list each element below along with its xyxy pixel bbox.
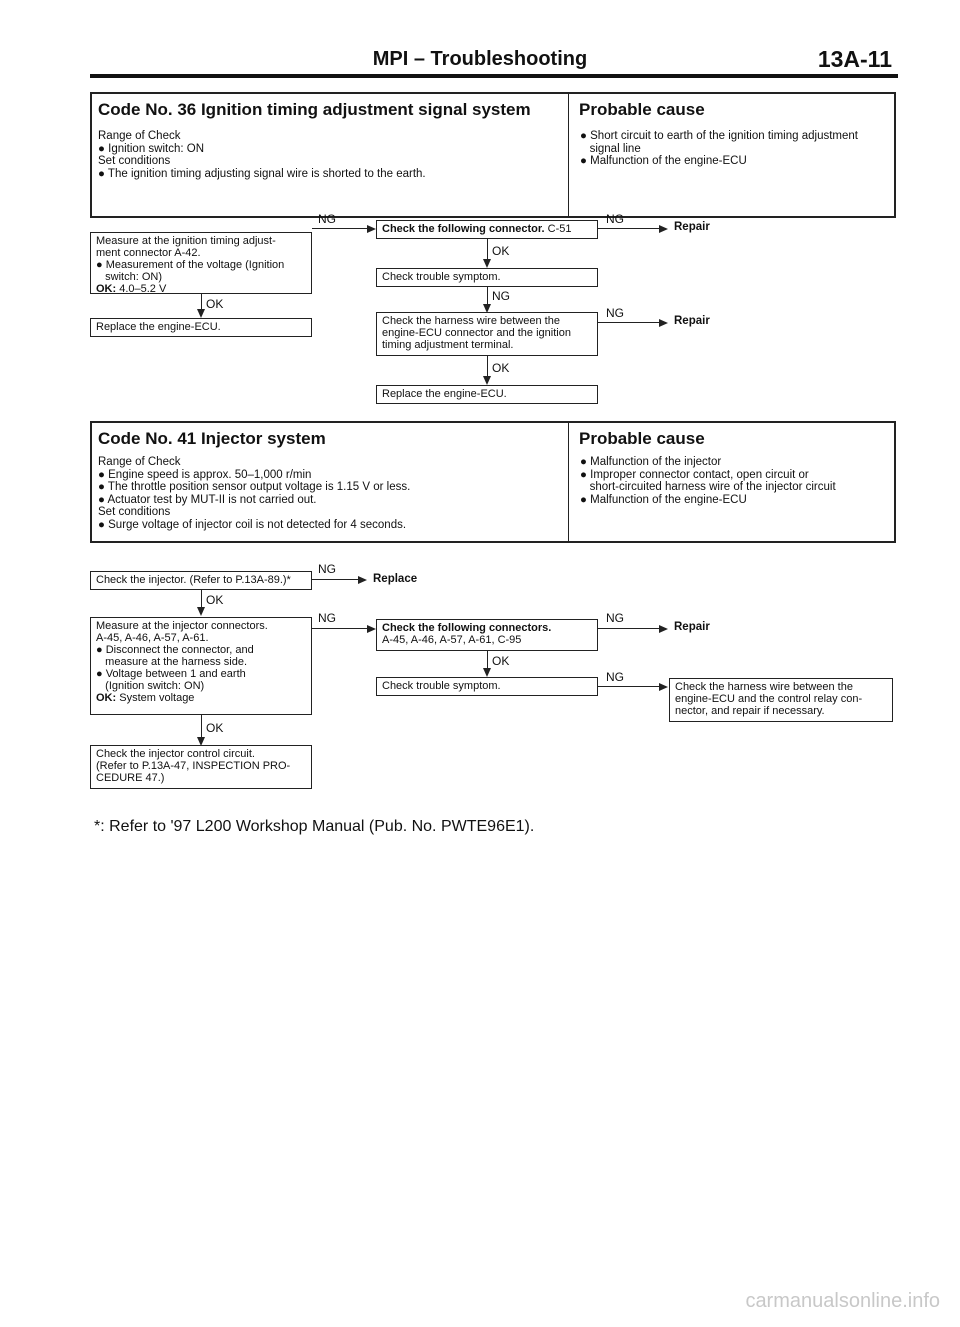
code36-cause-title: Probable cause <box>579 100 705 119</box>
connector-line <box>598 686 666 687</box>
ok-key: OK: <box>96 283 117 295</box>
arrow-right-icon <box>659 225 668 233</box>
code41-causes <box>580 456 836 506</box>
repair-label: Repair <box>674 315 710 327</box>
connector-line <box>312 579 364 580</box>
ok-label: OK <box>492 654 510 668</box>
code41-cause-title: Probable cause <box>579 429 705 448</box>
code36-range <box>98 130 426 180</box>
page-number: 13A-11 <box>817 46 892 72</box>
box-line: A-45, A-46, A-57, A-61, C-95 <box>382 634 522 646</box>
box-line: nector, and repair if necessary. <box>675 705 825 717</box>
box-line: ● Measurement of the voltage (Ignition <box>96 259 285 271</box>
code41-divider <box>568 423 569 541</box>
arrow-right-icon <box>659 319 668 327</box>
arrow-down-icon <box>483 259 491 268</box>
box-line: Check the following connectors. <box>382 622 552 634</box>
repair-label: Repair <box>674 621 710 633</box>
ok-label: OK <box>206 297 224 311</box>
box-line: engine-ECU connector and the ignition <box>382 327 571 339</box>
ok-label: OK <box>492 244 510 258</box>
ng-label: NG <box>606 212 624 226</box>
cause-line: ● Improper connector contact, open circuit or <box>580 468 809 481</box>
connector-code: C-51 <box>544 223 572 235</box>
ok-key: OK: <box>96 692 117 704</box>
check-injector-box: Check the injector. (Refer to P.13A-89.)* <box>90 571 312 590</box>
code36-title: Code No. 36 Ignition timing adjustment signal system <box>98 100 531 119</box>
box-line: (Ignition switch: ON) <box>96 680 205 692</box>
arrow-right-icon <box>367 225 376 233</box>
box-line: switch: ON) <box>96 271 163 283</box>
connector-line <box>598 628 666 629</box>
code36-causes <box>580 130 858 168</box>
replace-label: Replace <box>373 573 418 585</box>
cause-line: ● Short circuit to earth of the ignition timing adjustment <box>580 130 858 142</box>
box-line: ment connector A-42. <box>96 247 201 259</box>
ok-value: System voltage <box>116 692 195 704</box>
range-line: Range of Check <box>98 456 181 468</box>
range-line: ● The ignition timing adjusting signal wire is shorted to the earth. <box>98 167 426 180</box>
code41-range <box>98 456 410 531</box>
range-line: Range of Check <box>98 130 181 142</box>
box-line <box>96 692 306 704</box>
box-line: Measure at the injector connectors. <box>96 620 268 632</box>
page-title: MPI – Troubleshooting <box>372 48 588 70</box>
box-line: Check the injector control circuit. <box>96 748 255 760</box>
ng-label: NG <box>318 611 336 625</box>
ng-label: NG <box>606 611 624 625</box>
box-line: engine-ECU and the control relay con- <box>675 693 863 705</box>
repair-label: Repair <box>674 221 710 233</box>
arrow-down-icon <box>197 309 205 318</box>
check-trouble-box: Check trouble symptom. <box>376 268 598 287</box>
cause-line: ● Malfunction of the engine-ECU <box>580 155 747 167</box>
arrow-right-icon <box>659 625 668 633</box>
range-line: ● The throttle position sensor output voltage is 1.15 V or less. <box>98 481 411 493</box>
range-line: ● Actuator test by MUT-II is not carried out. <box>98 493 317 506</box>
box-line: measure at the harness side. <box>96 656 248 668</box>
ok-value: 4.0–5.2 V <box>116 283 167 295</box>
measure-injector-box <box>90 617 312 715</box>
measure-ignition-box <box>90 232 312 294</box>
header-rule <box>90 74 898 78</box>
connector-bold: Check the following connector. <box>382 223 545 235</box>
code41-panel <box>90 421 896 543</box>
code36-divider <box>568 94 569 216</box>
box-line: A-45, A-46, A-57, A-61. <box>96 632 209 644</box>
arrow-down-icon <box>483 668 491 677</box>
check-circuit-box <box>90 745 312 789</box>
box-line: (Refer to P.13A-47, INSPECTION PRO- <box>96 760 291 772</box>
check-harness-box <box>376 312 598 356</box>
box-line: ● Voltage between 1 and earth <box>96 668 246 680</box>
box-line: ● Disconnect the connector, and <box>96 644 254 656</box>
ng-label: NG <box>606 306 624 320</box>
cause-line: short-circuited harness wire of the injector circuit <box>580 481 836 493</box>
code41-title: Code No. 41 Injector system <box>98 429 326 448</box>
connector-line <box>312 628 374 629</box>
check-harness-box <box>669 678 893 722</box>
check-connector-box <box>376 220 598 239</box>
box-line: Measure at the ignition timing adjust- <box>96 235 276 247</box>
ng-label: NG <box>318 562 336 576</box>
connector-line <box>312 228 374 229</box>
box-line: CEDURE 47.) <box>96 772 165 784</box>
ok-label: OK <box>206 721 224 735</box>
check-connectors-box <box>376 619 598 651</box>
connector-line <box>598 322 666 323</box>
box-line: timing adjustment terminal. <box>382 339 514 351</box>
check-trouble-box: Check trouble symptom. <box>376 677 598 696</box>
arrow-right-icon <box>367 625 376 633</box>
ng-label: NG <box>318 212 336 226</box>
watermark: carmanualsonline.info <box>745 1290 940 1312</box>
range-line: Set conditions <box>98 155 171 167</box>
box-line: Check the harness wire between the <box>382 315 560 327</box>
cause-line: signal line <box>580 142 641 155</box>
range-line: ● Ignition switch: ON <box>98 142 205 155</box>
replace-ecu-left-box: Replace the engine-ECU. <box>90 318 312 337</box>
range-line: ● Surge voltage of injector coil is not detected for 4 seconds. <box>98 518 407 531</box>
ng-label: NG <box>606 670 624 684</box>
connector-line <box>598 228 666 229</box>
footnote: *: Refer to '97 L200 Workshop Manual (Pub. No. PWTE96E1). <box>94 818 535 835</box>
range-line: Set conditions <box>98 506 171 518</box>
arrow-down-icon <box>197 607 205 616</box>
cause-line: ● Malfunction of the engine-ECU <box>580 493 747 506</box>
replace-ecu-right-box: Replace the engine-ECU. <box>376 385 598 404</box>
arrow-right-icon <box>358 576 367 584</box>
ok-label: OK <box>206 593 224 607</box>
code36-panel <box>90 92 896 218</box>
arrow-right-icon <box>659 683 668 691</box>
cause-line: ● Malfunction of the injector <box>580 456 722 468</box>
range-line: ● Engine speed is approx. 50–1,000 r/min <box>98 468 312 481</box>
ng-label: NG <box>492 289 510 303</box>
ok-label: OK <box>492 361 510 375</box>
box-line: Check the harness wire between the <box>675 681 853 693</box>
arrow-down-icon <box>483 376 491 385</box>
